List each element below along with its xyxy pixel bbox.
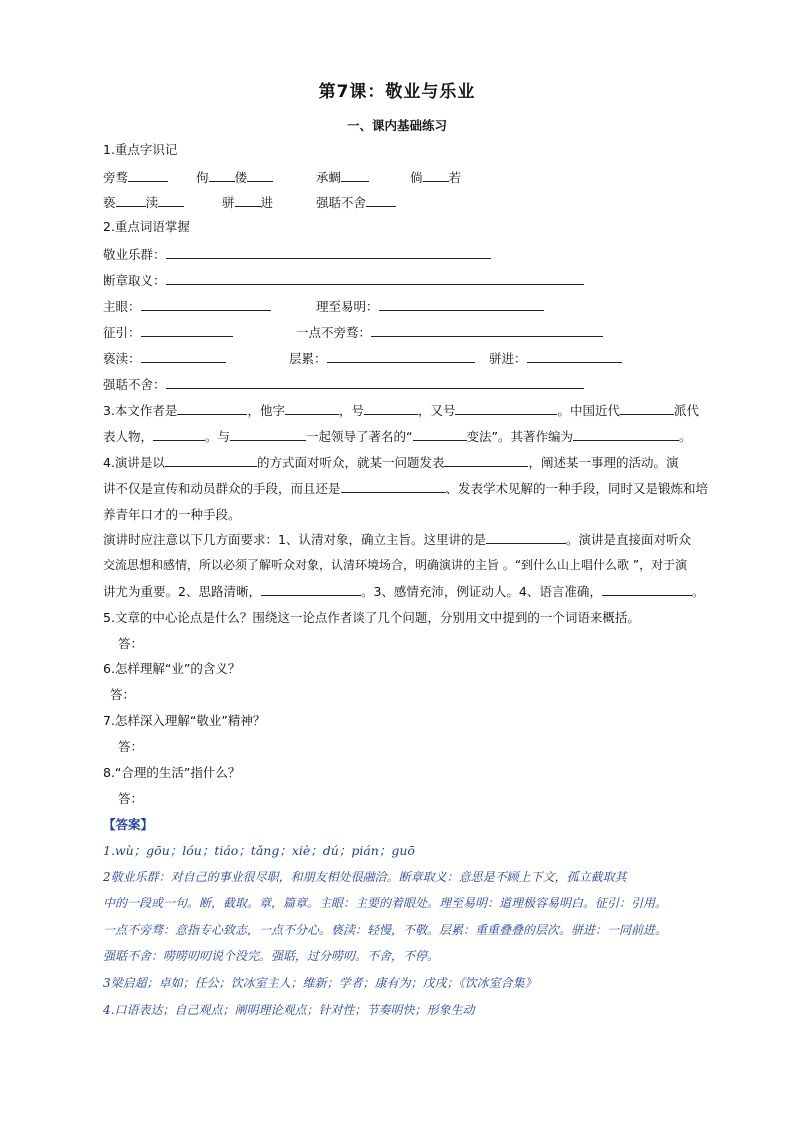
answer-2-line1: 2敬业乐群：对自己的事业很尽职，和朋友相处很融洽。断章取义：意思是不顾上下文，孤立截取其: [103, 870, 627, 884]
blank[interactable]: [573, 428, 679, 441]
q1-word: 承蜩: [316, 168, 369, 186]
q2-term: 层累：: [289, 349, 475, 367]
answer-blank[interactable]: [141, 298, 271, 311]
blank[interactable]: [116, 194, 146, 207]
q1-word: 倘 若: [410, 170, 462, 185]
blank[interactable]: [444, 454, 528, 467]
answer-blank[interactable]: [379, 298, 544, 311]
blank[interactable]: [247, 169, 273, 182]
q6-question: 6.怎样理解“业”的含义？: [103, 661, 241, 676]
q2-term: 亵渎：: [103, 349, 226, 367]
q4-line5: 交流思想和感情，所以必须了解听众对象，认清环境场合，明确演讲的主旨 。“到什么山上唱什么歌 ”，对于演: [103, 558, 688, 572]
blank[interactable]: [165, 454, 257, 467]
q4-line6: 讲尤为重要。2、思路清晰， 。3、感情充沛，例证动人。4、语言准确， 。: [103, 584, 705, 599]
section-subtitle: 一、课内基础练习: [346, 118, 447, 133]
q1-word: 佝 偻: [196, 168, 273, 186]
q2-heading: 2.重点词语掌握: [103, 219, 190, 234]
q1-word: 骈 进: [222, 195, 274, 210]
blank[interactable]: [285, 402, 339, 415]
q1-heading: 1.重点字识记: [103, 142, 178, 157]
answer-blank[interactable]: [166, 376, 584, 389]
q2-term: 一点不旁骛：: [296, 323, 603, 341]
q7-answer-label[interactable]: 答：: [118, 739, 144, 754]
q2-term: 敬业乐群：: [103, 245, 491, 263]
blank[interactable]: [209, 169, 235, 182]
answer-blank[interactable]: [166, 272, 584, 285]
blank[interactable]: [261, 583, 361, 596]
blank[interactable]: [620, 402, 674, 415]
q2-term: 征引：: [103, 323, 233, 341]
blank[interactable]: [413, 428, 467, 441]
q8-question: 8.“合理的生活”指什么？: [103, 765, 241, 780]
q4-line3: 养青年口才的一种手段。: [103, 507, 241, 522]
q1-word: 亵 渎: [103, 193, 184, 211]
q5-answer-label[interactable]: 答：: [118, 636, 144, 651]
blank[interactable]: [230, 428, 306, 441]
q4-line4: 演讲时应注意以下几方面要求：1、认清对象，确立主旨。这里讲的是 。演讲是直接面对听众: [103, 532, 691, 547]
q2-term: 断章取义：: [103, 271, 584, 289]
blank[interactable]: [341, 169, 369, 182]
blank[interactable]: [455, 402, 557, 415]
q3-line2: 表人物， 。与 一起领导了著名的“ 变法”。其著作编为 。: [103, 429, 692, 444]
blank[interactable]: [366, 194, 396, 207]
q8-answer-label[interactable]: 答：: [118, 791, 144, 806]
q2-term: 理至易明：: [316, 297, 544, 315]
blank[interactable]: [177, 402, 247, 415]
blank[interactable]: [235, 194, 261, 207]
answer-2-line3: 一点不旁骛：意指专心致志，一点不分心。亵渎：轻慢，不敬。层累：重重叠叠的层次。骈进：一同前进。: [103, 923, 668, 937]
blank[interactable]: [602, 583, 692, 596]
answer-2-line4: 强聒不舍：唠唠叨叨说个没完。强聒，过分唠叨。不舍，不停。: [103, 949, 440, 963]
blank[interactable]: [128, 169, 168, 182]
answer-4: 4.口语表达；自己观点；阐明理论观点；针对性；节奏明快；形象生动: [103, 1003, 475, 1017]
page-title: 第7课：敬业与乐业: [318, 82, 476, 102]
answer-blank[interactable]: [327, 350, 475, 363]
blank[interactable]: [423, 169, 449, 182]
q4-line2: 讲不仅是宣传和动员群众的手段，而且还是 、发表学术见解的一种手段，同时又是锻炼和培: [103, 481, 709, 496]
q2-term: 骈进：: [489, 349, 622, 367]
answer-blank[interactable]: [527, 350, 622, 363]
q7-question: 7.怎样深入理解“敬业”精神？: [103, 713, 266, 728]
answer-1: 1.wù；gōu；lóu；tiáo；tǎng；xiè；dú；pián；guō: [103, 843, 415, 858]
q2-term: 强聒不舍：: [103, 375, 584, 393]
q6-answer-label[interactable]: 答：: [110, 687, 136, 702]
q5-question: 5.文章的中心论点是什么？围绕这一论点作者谈了几个问题，分别用文中提到的一个词语来概括。: [103, 610, 640, 625]
answer-blank[interactable]: [141, 350, 226, 363]
blank[interactable]: [486, 531, 566, 544]
blank[interactable]: [158, 194, 184, 207]
answer-heading: 【答案】: [103, 817, 154, 832]
answer-blank[interactable]: [166, 246, 491, 259]
blank[interactable]: [364, 402, 418, 415]
q1-word: 强聒不舍: [316, 193, 396, 211]
blank[interactable]: [341, 480, 446, 493]
answer-2-line2: 中的一段或一句。断，截取。章，篇章。主眼：主要的着眼处。理至易明：道理极容易明白。征引：引用。: [103, 896, 668, 910]
q2-term: 主眼：: [103, 297, 271, 315]
answer-3: 3梁启超；卓如；任公；饮冰室主人；维新；学者；康有为；戊戌；《饮冰室合集》: [103, 976, 537, 990]
blank[interactable]: [153, 428, 205, 441]
answer-blank[interactable]: [141, 324, 233, 337]
q1-word: 旁骛: [103, 168, 168, 186]
q3-line1: 3.本文作者是 ，他字 ，号 ，又号 。中国近代 派代: [103, 403, 700, 418]
q4-line1: 4.演讲是以 的方式面对听众，就某一问题发表 ，阐述某一事理的活动。演: [103, 455, 679, 470]
answer-blank[interactable]: [371, 324, 603, 337]
